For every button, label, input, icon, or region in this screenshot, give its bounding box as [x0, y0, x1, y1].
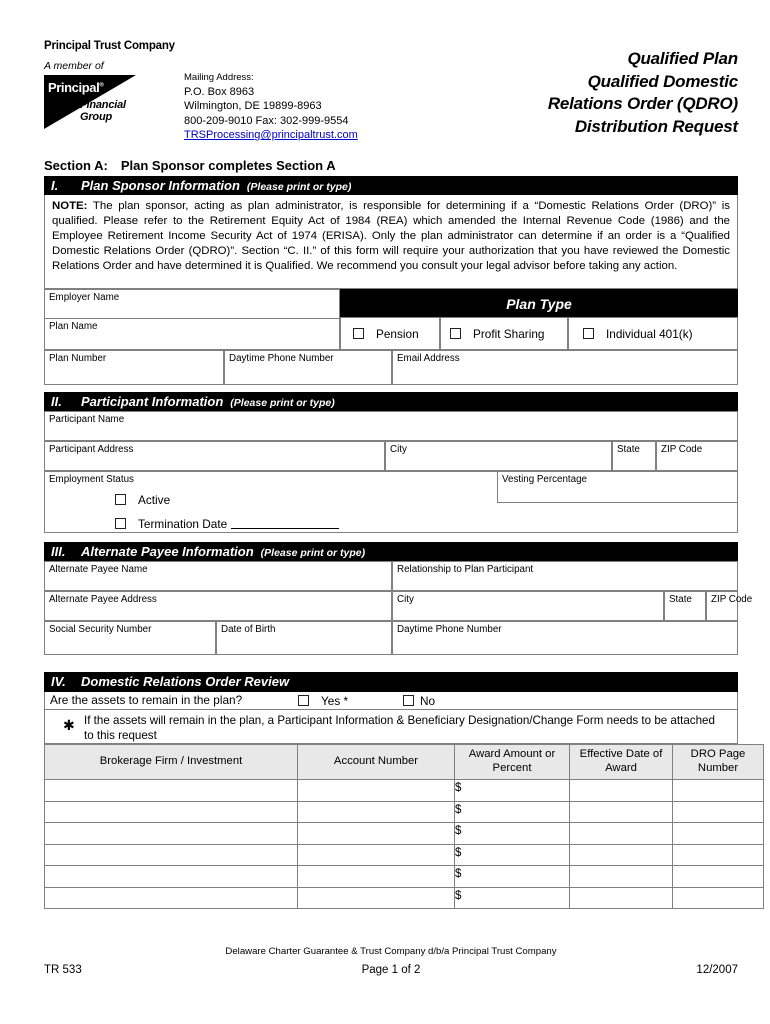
table-row[interactable] [45, 823, 764, 845]
address-line-1: P.O. Box 8963 [184, 85, 255, 98]
note-prefix: NOTE: [52, 200, 88, 212]
cell-brokerage-firm[interactable] [45, 844, 298, 866]
plan-name-field[interactable] [44, 318, 340, 350]
plan-type-title: Plan Type [506, 296, 572, 312]
sponsor-email-label: Email Address [397, 353, 460, 364]
alternate-payee-name-label: Alternate Payee Name [49, 564, 148, 575]
checkbox-active[interactable] [115, 494, 126, 505]
email-link[interactable]: TRSProcessing@principaltrust.com [184, 129, 358, 142]
cell-award-amount[interactable]: $ [455, 866, 570, 888]
date-of-birth-label: Date of Birth [221, 624, 276, 635]
alternate-payee-address-field[interactable] [44, 591, 392, 621]
section-3-header-bar [44, 542, 738, 561]
cell-award-amount[interactable]: $ [455, 887, 570, 909]
logo-financial-group [80, 99, 126, 124]
sponsor-email-field[interactable] [392, 350, 738, 385]
logo-group-text: Group [80, 111, 112, 124]
checkbox-individual-401k[interactable] [583, 328, 594, 339]
title-line-1: Qualified Plan [627, 49, 738, 68]
payee-daytime-phone-label: Daytime Phone Number [397, 624, 502, 635]
note-body: The plan sponsor, acting as plan administrator, is responsible for determining if a “Domestic Relations Order (DRO)” is qualified. Please refer to the Retirement Equity Act of 1984 (REA) which amended the Internal Revenue Code (1986) and the Employee Retirement Income Security Act of 1974 (ERISA). Only the plan administrator can determine if an order is a “Qualified Domestic Relations Order (QDRO)”. Section “C. II.” of this form will require your authorization that you have reviewed the Domestic Relations Order and have determined it is Qualified. We recommend you consult your legal advisor before taking any action. [52, 200, 730, 273]
section-4-header-bar [44, 672, 738, 692]
alternate-payee-zip-field[interactable] [706, 591, 753, 621]
participant-zip-field[interactable] [656, 441, 738, 471]
asterisk-note-text: If the assets will remain in the plan, a Participant Information & Beneficiary Designation/Change Form needs to be attached to this request [84, 714, 715, 743]
plan-type-header [340, 289, 738, 317]
table-row[interactable] [45, 801, 764, 823]
cell-brokerage-firm[interactable] [45, 887, 298, 909]
plan-type-individual-401k-label: Individual 401(k) [606, 327, 693, 341]
table-row[interactable] [45, 844, 764, 866]
table-row[interactable] [45, 887, 764, 909]
cell-account-number[interactable] [298, 866, 455, 888]
cell-dro-page-number[interactable] [673, 823, 764, 845]
logo-principal-wordmark [48, 81, 103, 94]
employment-status-termination-label: Termination Date [138, 517, 228, 531]
cell-account-number[interactable] [298, 801, 455, 823]
plan-name-label: Plan Name [49, 321, 98, 332]
column-dro-page-number: DRO Page Number [673, 745, 764, 780]
checkbox-assets-no[interactable] [403, 695, 414, 706]
cell-brokerage-firm[interactable] [45, 780, 298, 802]
cell-award-amount[interactable]: $ [455, 823, 570, 845]
footer-revision-date: 12/2007 [696, 964, 738, 976]
section-4-number: IV. [51, 674, 66, 689]
vesting-percentage-field[interactable] [497, 471, 738, 503]
cell-effective-date[interactable] [570, 866, 673, 888]
section-1-header-bar [44, 176, 738, 195]
column-brokerage-firm: Brokerage Firm / Investment [45, 745, 298, 780]
section-a-prefix: Section A: [44, 158, 108, 173]
title-line-4: Distribution Request [574, 116, 738, 136]
employment-status-active-label: Active [138, 493, 171, 507]
cell-award-amount[interactable]: $ [455, 780, 570, 802]
assets-no-label: No [420, 694, 436, 708]
cell-effective-date[interactable] [570, 823, 673, 845]
vesting-percentage-label: Vesting Percentage [502, 474, 587, 485]
plan-sponsor-note [44, 195, 738, 289]
footer-legal-text: Delaware Charter Guarantee & Trust Company d/b/a Principal Trust Company [225, 946, 557, 957]
cell-dro-page-number[interactable] [673, 801, 764, 823]
ssn-field[interactable] [44, 621, 216, 655]
checkbox-pension[interactable] [353, 328, 364, 339]
cell-effective-date[interactable] [570, 887, 673, 909]
plan-number-label: Plan Number [49, 353, 107, 364]
participant-address-field[interactable] [44, 441, 385, 471]
plan-number-field[interactable] [44, 350, 224, 385]
participant-state-label: State [617, 444, 640, 455]
participant-name-field[interactable] [44, 411, 738, 441]
cell-dro-page-number[interactable] [673, 887, 764, 909]
footer-form-number: TR 533 [44, 964, 82, 976]
cell-effective-date[interactable] [570, 844, 673, 866]
alternate-payee-address-label: Alternate Payee Address [49, 594, 157, 605]
alternate-payee-city-label: City [397, 594, 414, 605]
dro-award-table [44, 744, 764, 909]
cell-award-amount[interactable]: $ [455, 801, 570, 823]
employer-name-label: Employer Name [49, 292, 120, 303]
dro-table-header-row [45, 745, 764, 780]
participant-city-field[interactable] [385, 441, 612, 471]
sponsor-daytime-phone-field[interactable] [224, 350, 392, 385]
cell-account-number[interactable] [298, 780, 455, 802]
participant-state-field[interactable] [612, 441, 656, 471]
relationship-label: Relationship to Plan Participant [397, 564, 534, 575]
principal-financial-group-logo [44, 75, 136, 129]
member-of-label: A member of [44, 60, 104, 72]
logo-financial-text: Financial [80, 99, 126, 111]
assets-remain-row [44, 692, 738, 710]
cell-dro-page-number[interactable] [673, 780, 764, 802]
section-1-number: I. [51, 178, 59, 193]
plan-type-pension-label: Pension [376, 327, 419, 341]
alternate-payee-name-field[interactable] [44, 561, 392, 591]
cell-effective-date[interactable] [570, 780, 673, 802]
logo-principal-text: Principal [48, 80, 100, 95]
participant-address-label: Participant Address [49, 444, 134, 455]
section-2-header-bar [44, 392, 738, 411]
cell-dro-page-number[interactable] [673, 866, 764, 888]
cell-brokerage-firm[interactable] [45, 823, 298, 845]
checkbox-profit-sharing[interactable] [450, 328, 461, 339]
column-account-number: Account Number [298, 745, 455, 780]
cell-brokerage-firm[interactable] [45, 866, 298, 888]
alternate-payee-state-field[interactable] [664, 591, 706, 621]
document-header [44, 40, 738, 150]
footer-page-number: Page 1 of 2 [361, 964, 421, 976]
section-3-number: III. [51, 544, 66, 559]
alternate-payee-state-label: State [669, 594, 692, 605]
table-row[interactable] [45, 866, 764, 888]
plan-type-profit-sharing-label: Profit Sharing [473, 327, 545, 341]
cell-brokerage-firm[interactable] [45, 801, 298, 823]
company-name: Principal Trust Company [44, 40, 175, 52]
asterisk-icon: ✱ [63, 717, 75, 733]
termination-date-input[interactable] [231, 517, 339, 529]
alternate-payee-city-field[interactable] [392, 591, 664, 621]
participant-city-label: City [390, 444, 407, 455]
date-of-birth-field[interactable] [216, 621, 392, 655]
section-1-title: Plan Sponsor Information [81, 178, 240, 193]
plan-type-profit-sharing-cell[interactable] [440, 317, 568, 350]
employment-status-label: Employment Status [49, 474, 134, 485]
section-2-subtitle: (Please print or type) [230, 397, 335, 409]
checkbox-termination-date[interactable] [115, 518, 126, 529]
brand-column [44, 40, 194, 129]
payee-daytime-phone-field[interactable] [392, 621, 738, 655]
column-award-amount: Award Amount or Percent [455, 745, 570, 780]
sponsor-daytime-phone-label: Daytime Phone Number [229, 353, 334, 364]
document-title [548, 48, 738, 138]
cell-account-number[interactable] [298, 844, 455, 866]
cell-account-number[interactable] [298, 887, 455, 909]
document-footer [44, 946, 738, 986]
phone-fax-line: 800-209-9010 Fax: 302-999-9554 [184, 114, 349, 127]
cell-dro-page-number[interactable] [673, 844, 764, 866]
checkbox-assets-yes[interactable] [298, 695, 309, 706]
title-line-3: Relations Order (QDRO) [547, 94, 738, 114]
participant-name-label: Participant Name [49, 414, 125, 425]
assets-yes-label: Yes * [321, 694, 349, 708]
cell-effective-date[interactable] [570, 801, 673, 823]
relationship-field[interactable] [392, 561, 738, 591]
section-a-text: Plan Sponsor completes Section A [120, 158, 336, 173]
section-2-number: II. [51, 394, 62, 409]
title-line-2: Qualified Domestic [587, 71, 738, 91]
plan-type-individual-401k-cell[interactable] [568, 317, 738, 350]
section-4-title: Domestic Relations Order Review [81, 674, 290, 689]
section-3-subtitle: (Please print or type) [260, 547, 366, 559]
plan-type-pension-cell[interactable] [340, 317, 440, 350]
assets-remain-question: Are the assets to remain in the plan? [50, 693, 243, 707]
column-effective-date: Effective Date of Award [570, 745, 673, 780]
mailing-address-label: Mailing Address: [184, 72, 254, 83]
cell-award-amount[interactable]: $ [455, 844, 570, 866]
section-2-title: Participant Information [81, 394, 224, 409]
section-1-subtitle: (Please print or type) [246, 181, 352, 193]
mailing-address-block [184, 72, 358, 143]
participant-zip-label: ZIP Code [661, 444, 703, 455]
alternate-payee-zip-label: ZIP Code [711, 594, 753, 605]
address-line-2: Wilmington, DE 19899-8963 [184, 100, 322, 113]
table-row[interactable] [45, 780, 764, 802]
section-a-heading [44, 158, 336, 173]
cell-account-number[interactable] [298, 823, 455, 845]
assets-remain-footnote [44, 710, 738, 744]
registered-trademark-icon: ® [99, 82, 104, 89]
ssn-label: Social Security Number [49, 624, 152, 635]
section-3-title: Alternate Payee Information [81, 544, 254, 559]
